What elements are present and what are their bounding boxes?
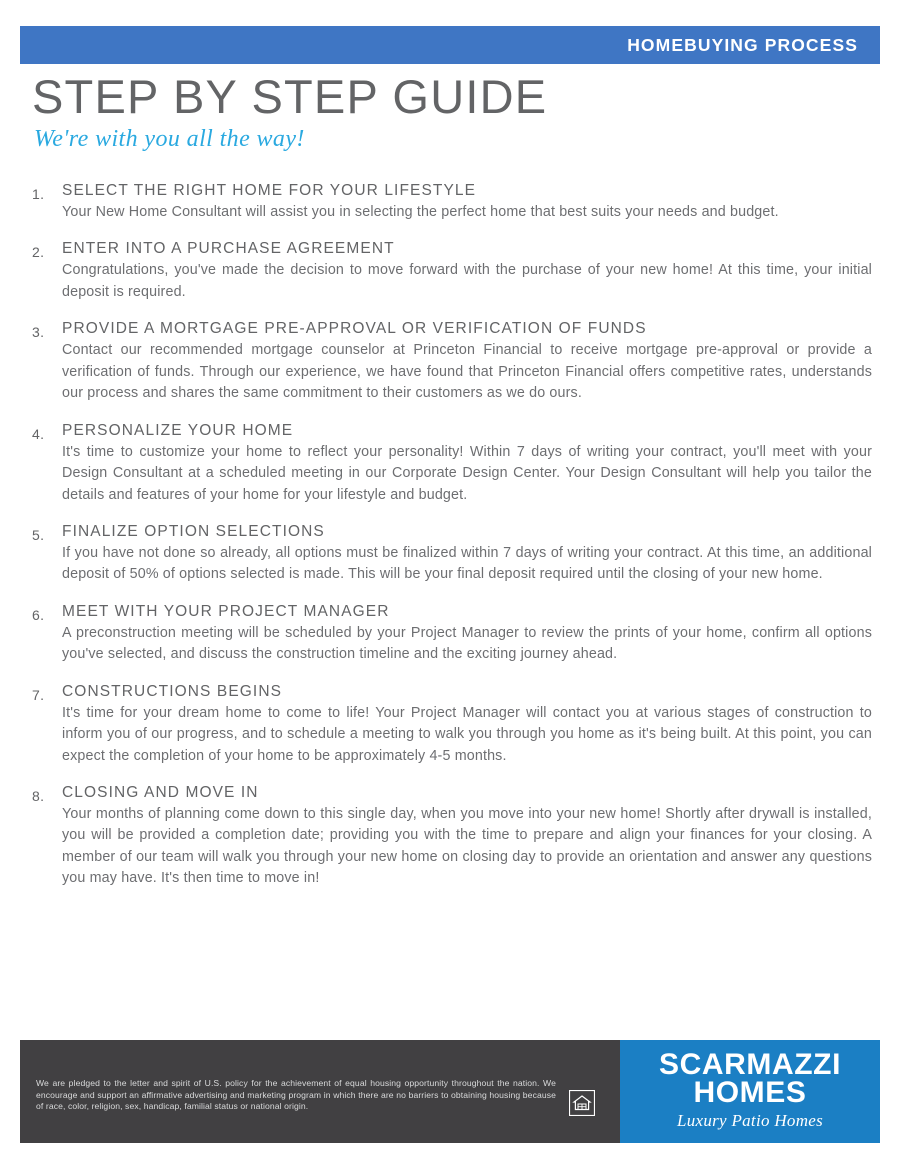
step-body bbox=[62, 523, 872, 586]
steps-list bbox=[32, 182, 872, 907]
step-text: It's time for your dream home to come to life! Your Project Manager will contact you at various stages of construction to inform you of our progress, and to schedule a meeting to walk you through you home as it's being built. At this point, you can expect the completion of your home to be approximately 4-5 months. bbox=[62, 704, 872, 764]
step-text: Your New Home Consultant will assist you in selecting the perfect home that best suits your needs and budget. bbox=[62, 204, 779, 220]
step-body bbox=[62, 784, 872, 890]
step-text: A preconstruction meeting will be scheduled by your Project Manager to review the prints of your home, confirm all options you've selected, and discuss the construction timeline and the exciting journey ahead. bbox=[62, 624, 872, 663]
step-title: CONSTRUCTIONS BEGINS bbox=[62, 682, 283, 700]
step-text: It's time to customize your home to reflect your personality! Within 7 days of writing your contract, you'll meet with your Design Consultant at a scheduled meeting in our Corporate Design Center. Your Design Consultant will help you tailor the details and features of your home for your lifestyle and budget. bbox=[62, 443, 872, 503]
brand-tagline: Luxury Patio Homes bbox=[676, 1111, 824, 1130]
step-number: 2. bbox=[32, 244, 45, 261]
step-text: If you have not done so already, all options must be finalized within 7 days of writing your contract. At this time, an additional deposit of 50% of options selected is made. This will be your final deposit required until the closing of your new home. bbox=[62, 544, 872, 583]
list-item bbox=[32, 182, 872, 223]
step-number: 5. bbox=[32, 526, 45, 543]
left-margin-bar bbox=[0, 0, 20, 1165]
step-title: MEET WITH YOUR PROJECT MANAGER bbox=[62, 602, 390, 620]
step-body bbox=[62, 240, 872, 303]
step-title: SELECT THE RIGHT HOME FOR YOUR LIFESTYLE bbox=[62, 182, 477, 199]
equal-housing-disclaimer: We are pledged to the letter and spirit of U.S. policy for the achievement of equal housing opportunity throughout the nation. We encourage and support an affirmative advertising and marketing program in which there are no barriers to obtaining housing because of race, color, religion, sex, handicap, familial status or national origin. bbox=[36, 1078, 556, 1112]
step-text: Contact our recommended mortgage counselor at Princeton Financial to receive mortgage pre-approval or provide a verification of funds. Through our experience, we have found that Princeton Financial offers competitive rates, understands our process and shares the same commitment to their customers as we do ours. bbox=[62, 342, 872, 402]
list-item bbox=[32, 320, 872, 404]
step-title: PERSONALIZE YOUR HOME bbox=[62, 421, 294, 439]
step-number: 6. bbox=[32, 606, 45, 623]
step-number: 3. bbox=[32, 324, 45, 341]
step-text: Congratulations, you've made the decision to move forward with the purchase of your new home! At this time, your initial deposit is required. bbox=[62, 262, 872, 300]
header-band-title: HOMEBUYING PROCESS bbox=[627, 34, 858, 55]
step-body bbox=[62, 422, 872, 506]
step-body bbox=[62, 182, 872, 223]
footer-disclaimer-panel bbox=[20, 1040, 620, 1143]
list-item bbox=[32, 683, 872, 767]
page-subtitle: We're with you all the way! bbox=[34, 126, 305, 153]
title-block bbox=[32, 72, 852, 153]
step-title: CLOSING AND MOVE IN bbox=[62, 784, 259, 801]
step-number: 7. bbox=[32, 686, 45, 703]
header-band bbox=[20, 26, 880, 64]
list-item bbox=[32, 603, 872, 666]
step-title: FINALIZE OPTION SELECTIONS bbox=[62, 522, 325, 540]
brand-name-line2: HOMES bbox=[693, 1076, 807, 1109]
footer bbox=[20, 1040, 880, 1143]
step-number: 1. bbox=[32, 186, 45, 202]
step-body bbox=[62, 603, 872, 666]
step-body bbox=[62, 683, 872, 767]
list-item bbox=[32, 523, 872, 586]
equal-housing-opportunity-icon bbox=[569, 1090, 595, 1116]
step-number: 4. bbox=[32, 425, 45, 442]
page-title: STEP BY STEP GUIDE bbox=[32, 70, 548, 123]
step-body bbox=[62, 320, 872, 404]
list-item bbox=[32, 784, 872, 890]
brand-logo bbox=[620, 1040, 880, 1143]
step-number: 8. bbox=[32, 788, 45, 804]
step-title: ENTER INTO A PURCHASE AGREEMENT bbox=[62, 240, 395, 258]
step-title: PROVIDE A MORTGAGE PRE-APPROVAL OR VERIFICATION OF FUNDS bbox=[62, 320, 647, 338]
list-item bbox=[32, 240, 872, 303]
list-item bbox=[32, 422, 872, 506]
brand-name-line1: SCARMAZZI bbox=[658, 1048, 842, 1081]
step-text: Your months of planning come down to this single day, when you move into your new home! Shortly after drywall is installed, you will be provided a completion date; providing you with the time to prepare and align your finances for your closing. A member of our team will walk you through your new home on closing day to provide an orientation and answer any questions you may have. It's then time to move in! bbox=[62, 806, 872, 887]
